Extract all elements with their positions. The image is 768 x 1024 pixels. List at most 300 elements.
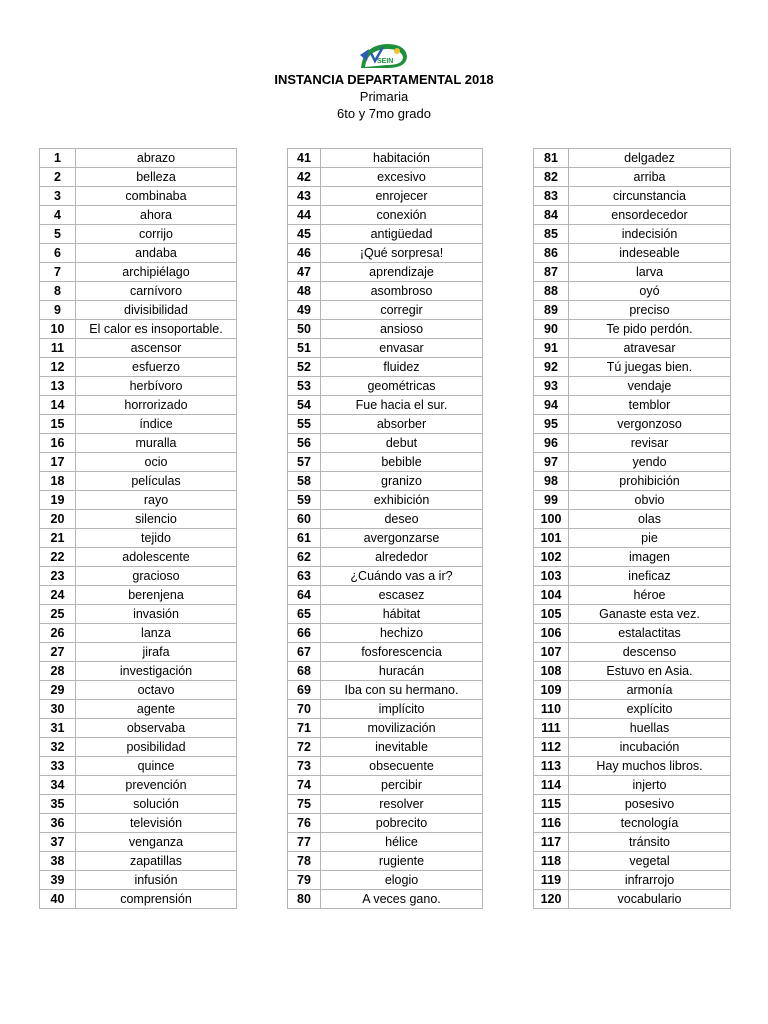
table-row xyxy=(534,548,731,567)
item-word: aprendizaje xyxy=(321,263,483,282)
item-word: corrijo xyxy=(76,225,237,244)
item-word: ¿Cuándo vas a ir? xyxy=(321,567,483,586)
item-word: vendaje xyxy=(569,377,731,396)
item-number: 15 xyxy=(40,415,76,434)
table-row xyxy=(40,548,237,567)
item-word: silencio xyxy=(76,510,237,529)
item-word: asombroso xyxy=(321,282,483,301)
item-word: esfuerzo xyxy=(76,358,237,377)
table-row xyxy=(534,149,731,168)
table-row xyxy=(534,871,731,890)
table-row xyxy=(40,757,237,776)
document-title: INSTANCIA DEPARTAMENTAL 2018 xyxy=(274,72,494,87)
item-word: hábitat xyxy=(321,605,483,624)
table-row xyxy=(288,263,483,282)
item-word: hechizo xyxy=(321,624,483,643)
table-row xyxy=(534,719,731,738)
item-number: 76 xyxy=(288,814,321,833)
item-number: 27 xyxy=(40,643,76,662)
item-word: imagen xyxy=(569,548,731,567)
table-row xyxy=(40,453,237,472)
item-word: revisar xyxy=(569,434,731,453)
table-row xyxy=(534,396,731,415)
item-word: ¡Qué sorpresa! xyxy=(321,244,483,263)
item-number: 65 xyxy=(288,605,321,624)
table-row xyxy=(288,320,483,339)
table-row xyxy=(534,795,731,814)
item-number: 13 xyxy=(40,377,76,396)
item-word: Hay muchos libros. xyxy=(569,757,731,776)
table-row xyxy=(40,244,237,263)
item-number: 48 xyxy=(288,282,321,301)
item-word: comprensión xyxy=(76,890,237,909)
item-number: 29 xyxy=(40,681,76,700)
item-word: tránsito xyxy=(569,833,731,852)
item-number: 14 xyxy=(40,396,76,415)
item-word: agente xyxy=(76,700,237,719)
item-word: indecisión xyxy=(569,225,731,244)
item-word: exhibición xyxy=(321,491,483,510)
item-word: ansioso xyxy=(321,320,483,339)
table-row xyxy=(288,605,483,624)
item-word: geométricas xyxy=(321,377,483,396)
item-number: 56 xyxy=(288,434,321,453)
item-word: vegetal xyxy=(569,852,731,871)
table-row xyxy=(534,339,731,358)
table-row xyxy=(40,700,237,719)
item-number: 100 xyxy=(534,510,569,529)
item-number: 61 xyxy=(288,529,321,548)
table-row xyxy=(534,833,731,852)
item-number: 90 xyxy=(534,320,569,339)
table-row xyxy=(534,662,731,681)
table-row xyxy=(534,890,731,909)
table-row xyxy=(288,377,483,396)
item-number: 110 xyxy=(534,700,569,719)
item-number: 91 xyxy=(534,339,569,358)
item-word: conexión xyxy=(321,206,483,225)
table-row xyxy=(534,434,731,453)
table-row xyxy=(288,187,483,206)
item-number: 10 xyxy=(40,320,76,339)
table-row xyxy=(534,453,731,472)
item-number: 28 xyxy=(40,662,76,681)
table-row xyxy=(40,833,237,852)
item-word: injerto xyxy=(569,776,731,795)
table-row xyxy=(288,529,483,548)
table-row xyxy=(288,282,483,301)
table-row xyxy=(534,643,731,662)
item-word: excesivo xyxy=(321,168,483,187)
table-row xyxy=(534,225,731,244)
item-number: 57 xyxy=(288,453,321,472)
table-row xyxy=(40,149,237,168)
item-number: 69 xyxy=(288,681,321,700)
item-word: investigación xyxy=(76,662,237,681)
item-word: oyó xyxy=(569,282,731,301)
table-row xyxy=(288,776,483,795)
item-word: corregir xyxy=(321,301,483,320)
item-word: gracioso xyxy=(76,567,237,586)
table-row xyxy=(288,472,483,491)
item-word: obvio xyxy=(569,491,731,510)
item-word: larva xyxy=(569,263,731,282)
table-row xyxy=(40,510,237,529)
item-number: 60 xyxy=(288,510,321,529)
item-word: envasar xyxy=(321,339,483,358)
table-row xyxy=(40,206,237,225)
table-row xyxy=(40,491,237,510)
item-word: herbívoro xyxy=(76,377,237,396)
item-word: posibilidad xyxy=(76,738,237,757)
item-number: 18 xyxy=(40,472,76,491)
table-row xyxy=(288,168,483,187)
table-row xyxy=(534,586,731,605)
table-row xyxy=(534,529,731,548)
item-word: Te pido perdón. xyxy=(569,320,731,339)
table-row xyxy=(288,719,483,738)
table-row xyxy=(40,358,237,377)
item-number: 109 xyxy=(534,681,569,700)
item-number: 84 xyxy=(534,206,569,225)
item-word: adolescente xyxy=(76,548,237,567)
item-word: posesivo xyxy=(569,795,731,814)
table-row xyxy=(534,605,731,624)
item-word: berenjena xyxy=(76,586,237,605)
item-word: ineficaz xyxy=(569,567,731,586)
item-number: 26 xyxy=(40,624,76,643)
item-word: armonía xyxy=(569,681,731,700)
item-word: infusión xyxy=(76,871,237,890)
table-row xyxy=(288,814,483,833)
item-word: indeseable xyxy=(569,244,731,263)
item-number: 53 xyxy=(288,377,321,396)
item-number: 24 xyxy=(40,586,76,605)
item-word: delgadez xyxy=(569,149,731,168)
table-row xyxy=(40,339,237,358)
item-number: 77 xyxy=(288,833,321,852)
item-number: 8 xyxy=(40,282,76,301)
table-row xyxy=(288,890,483,909)
item-word: yendo xyxy=(569,453,731,472)
table-row xyxy=(40,643,237,662)
item-number: 11 xyxy=(40,339,76,358)
item-number: 7 xyxy=(40,263,76,282)
item-number: 74 xyxy=(288,776,321,795)
table-row xyxy=(40,776,237,795)
item-number: 115 xyxy=(534,795,569,814)
item-word: observaba xyxy=(76,719,237,738)
item-number: 93 xyxy=(534,377,569,396)
item-word: Iba con su hermano. xyxy=(321,681,483,700)
table-row xyxy=(40,795,237,814)
item-word: obsecuente xyxy=(321,757,483,776)
item-word: habitación xyxy=(321,149,483,168)
item-number: 72 xyxy=(288,738,321,757)
item-word: absorber xyxy=(321,415,483,434)
table-row xyxy=(40,282,237,301)
item-word: vocabulario xyxy=(569,890,731,909)
item-number: 73 xyxy=(288,757,321,776)
table-row xyxy=(288,206,483,225)
item-number: 75 xyxy=(288,795,321,814)
item-number: 80 xyxy=(288,890,321,909)
item-number: 113 xyxy=(534,757,569,776)
table-row xyxy=(534,263,731,282)
table-row xyxy=(40,434,237,453)
word-table-3 xyxy=(533,148,731,909)
item-word: implícito xyxy=(321,700,483,719)
item-number: 116 xyxy=(534,814,569,833)
table-row xyxy=(288,434,483,453)
item-word: prevención xyxy=(76,776,237,795)
item-number: 45 xyxy=(288,225,321,244)
item-number: 2 xyxy=(40,168,76,187)
item-number: 105 xyxy=(534,605,569,624)
item-word: circunstancia xyxy=(569,187,731,206)
item-number: 114 xyxy=(534,776,569,795)
table-row xyxy=(288,225,483,244)
table-row xyxy=(40,396,237,415)
table-row xyxy=(534,510,731,529)
table-row xyxy=(288,681,483,700)
item-number: 94 xyxy=(534,396,569,415)
item-word: debut xyxy=(321,434,483,453)
item-number: 98 xyxy=(534,472,569,491)
item-word: A veces gano. xyxy=(321,890,483,909)
item-number: 87 xyxy=(534,263,569,282)
item-number: 71 xyxy=(288,719,321,738)
table-row xyxy=(534,757,731,776)
item-word: héroe xyxy=(569,586,731,605)
item-number: 86 xyxy=(534,244,569,263)
table-row xyxy=(288,339,483,358)
table-row xyxy=(288,491,483,510)
item-number: 37 xyxy=(40,833,76,852)
table-row xyxy=(288,244,483,263)
table-row xyxy=(288,643,483,662)
institution-logo xyxy=(357,41,409,71)
table-row xyxy=(40,225,237,244)
table-row xyxy=(288,415,483,434)
table-row xyxy=(288,396,483,415)
item-word: andaba xyxy=(76,244,237,263)
item-number: 68 xyxy=(288,662,321,681)
table-row xyxy=(40,814,237,833)
item-word: El calor es insoportable. xyxy=(76,320,237,339)
item-number: 66 xyxy=(288,624,321,643)
table-row xyxy=(40,586,237,605)
table-row xyxy=(40,662,237,681)
table-row xyxy=(534,244,731,263)
item-number: 36 xyxy=(40,814,76,833)
item-word: olas xyxy=(569,510,731,529)
item-number: 55 xyxy=(288,415,321,434)
item-number: 46 xyxy=(288,244,321,263)
item-word: descenso xyxy=(569,643,731,662)
item-word: movilización xyxy=(321,719,483,738)
item-word: rayo xyxy=(76,491,237,510)
item-word: prohibición xyxy=(569,472,731,491)
item-number: 52 xyxy=(288,358,321,377)
word-table-2 xyxy=(287,148,483,909)
item-word: granizo xyxy=(321,472,483,491)
table-row xyxy=(288,833,483,852)
item-word: Fue hacia el sur. xyxy=(321,396,483,415)
table-row xyxy=(288,662,483,681)
item-number: 104 xyxy=(534,586,569,605)
item-number: 39 xyxy=(40,871,76,890)
item-number: 103 xyxy=(534,567,569,586)
table-row xyxy=(40,567,237,586)
item-word: abrazo xyxy=(76,149,237,168)
table-row xyxy=(288,301,483,320)
item-number: 111 xyxy=(534,719,569,738)
item-word: Estuvo en Asia. xyxy=(569,662,731,681)
item-number: 54 xyxy=(288,396,321,415)
item-number: 102 xyxy=(534,548,569,567)
item-number: 30 xyxy=(40,700,76,719)
item-number: 88 xyxy=(534,282,569,301)
item-number: 31 xyxy=(40,719,76,738)
table-row xyxy=(288,548,483,567)
item-word: estalactitas xyxy=(569,624,731,643)
table-row xyxy=(40,605,237,624)
item-word: Ganaste esta vez. xyxy=(569,605,731,624)
item-word: elogio xyxy=(321,871,483,890)
item-word: belleza xyxy=(76,168,237,187)
item-number: 78 xyxy=(288,852,321,871)
item-word: huellas xyxy=(569,719,731,738)
item-word: tecnología xyxy=(569,814,731,833)
item-word: invasión xyxy=(76,605,237,624)
item-word: venganza xyxy=(76,833,237,852)
item-word: inevitable xyxy=(321,738,483,757)
table-row xyxy=(534,301,731,320)
item-number: 4 xyxy=(40,206,76,225)
item-word: octavo xyxy=(76,681,237,700)
item-number: 81 xyxy=(534,149,569,168)
item-word: bebible xyxy=(321,453,483,472)
table-row xyxy=(534,700,731,719)
item-number: 106 xyxy=(534,624,569,643)
table-row xyxy=(288,700,483,719)
item-word: fosforescencia xyxy=(321,643,483,662)
item-word: explícito xyxy=(569,700,731,719)
item-word: archipiélago xyxy=(76,263,237,282)
item-number: 47 xyxy=(288,263,321,282)
item-number: 89 xyxy=(534,301,569,320)
table-row xyxy=(534,814,731,833)
item-number: 23 xyxy=(40,567,76,586)
table-row xyxy=(534,206,731,225)
table-row xyxy=(40,377,237,396)
item-number: 32 xyxy=(40,738,76,757)
item-number: 35 xyxy=(40,795,76,814)
item-word: rugiente xyxy=(321,852,483,871)
table-row xyxy=(40,415,237,434)
table-row xyxy=(534,738,731,757)
item-word: percibir xyxy=(321,776,483,795)
item-number: 17 xyxy=(40,453,76,472)
item-number: 3 xyxy=(40,187,76,206)
item-word: temblor xyxy=(569,396,731,415)
table-row xyxy=(40,320,237,339)
table-row xyxy=(534,852,731,871)
table-row xyxy=(534,168,731,187)
item-number: 6 xyxy=(40,244,76,263)
table-row xyxy=(534,320,731,339)
item-word: vergonzoso xyxy=(569,415,731,434)
item-word: ahora xyxy=(76,206,237,225)
item-number: 34 xyxy=(40,776,76,795)
item-number: 120 xyxy=(534,890,569,909)
item-word: divisibilidad xyxy=(76,301,237,320)
item-number: 5 xyxy=(40,225,76,244)
table-row xyxy=(40,624,237,643)
item-number: 9 xyxy=(40,301,76,320)
item-word: ascensor xyxy=(76,339,237,358)
item-word: películas xyxy=(76,472,237,491)
item-number: 42 xyxy=(288,168,321,187)
item-number: 112 xyxy=(534,738,569,757)
table-row xyxy=(40,263,237,282)
item-word: alrededor xyxy=(321,548,483,567)
item-word: índice xyxy=(76,415,237,434)
item-word: preciso xyxy=(569,301,731,320)
table-row xyxy=(534,567,731,586)
item-number: 63 xyxy=(288,567,321,586)
item-word: televisión xyxy=(76,814,237,833)
table-row xyxy=(288,871,483,890)
document-subtitle: Primaria xyxy=(359,89,409,104)
svg-text:SEIN: SEIN xyxy=(377,58,394,65)
item-number: 97 xyxy=(534,453,569,472)
table-row xyxy=(534,187,731,206)
item-number: 43 xyxy=(288,187,321,206)
item-number: 33 xyxy=(40,757,76,776)
item-word: tejido xyxy=(76,529,237,548)
item-word: atravesar xyxy=(569,339,731,358)
item-number: 95 xyxy=(534,415,569,434)
table-row xyxy=(40,871,237,890)
table-row xyxy=(40,719,237,738)
item-number: 67 xyxy=(288,643,321,662)
item-number: 19 xyxy=(40,491,76,510)
table-row xyxy=(288,149,483,168)
table-row xyxy=(534,415,731,434)
item-number: 108 xyxy=(534,662,569,681)
item-word: infrarrojo xyxy=(569,871,731,890)
item-word: horrorizado xyxy=(76,396,237,415)
table-row xyxy=(288,567,483,586)
item-word: ensordecedor xyxy=(569,206,731,225)
item-number: 96 xyxy=(534,434,569,453)
item-number: 41 xyxy=(288,149,321,168)
item-word: arriba xyxy=(569,168,731,187)
item-word: ocio xyxy=(76,453,237,472)
table-row xyxy=(534,358,731,377)
item-word: jirafa xyxy=(76,643,237,662)
grade-label: 6to y 7mo grado xyxy=(337,106,431,121)
item-word: lanza xyxy=(76,624,237,643)
item-word: enrojecer xyxy=(321,187,483,206)
item-word: huracán xyxy=(321,662,483,681)
table-row xyxy=(288,757,483,776)
table-row xyxy=(288,358,483,377)
table-row xyxy=(288,852,483,871)
item-number: 58 xyxy=(288,472,321,491)
